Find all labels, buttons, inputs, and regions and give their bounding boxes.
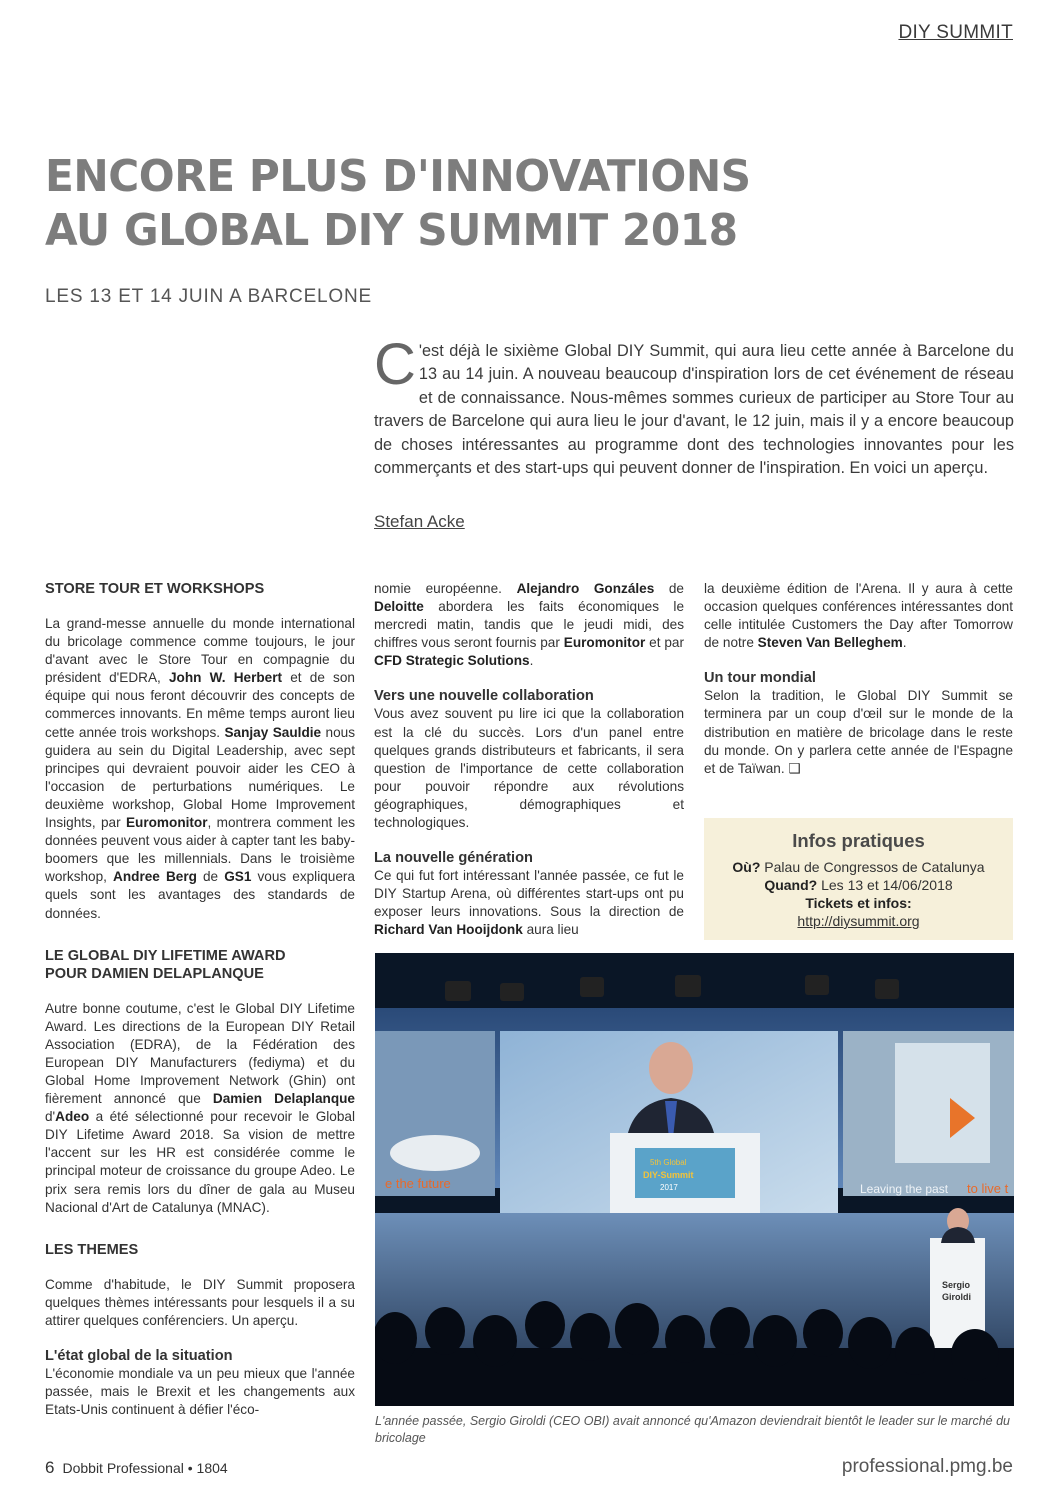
heading-themes: LES THEMES: [45, 1241, 139, 1258]
paragraph-store-tour: La grand-messe annuelle du monde international du bricolage commence comme toujours, le jour d'avant avec le Store Tour en compagnie du président d'EDRA, John W. Herbert et de son équipe qui nous feront découvrir des concepts de commerces innovants. En même temps auront lieu cette année trois workshops. Sanjay Sauldie nous guidera au sein du Digital Leadership, avec sept principes qui devraient pouvoir aider les CEO à l'occasion de perturbations numériques. Le deuxième workshop, Global Home Improvement Insights, par Euromonitor, montrera comment les données peuvent vous aider à capter tant les baby-boomers que les millennials. Dans le troisième workshop, Andree Berg de GS1 vous expliquera quels sont les avantages des standards de données.: [45, 616, 356, 921]
left-screen: [375, 1031, 495, 1196]
article-title: [45, 150, 751, 258]
conference-photo: [375, 953, 1014, 1406]
infos-tickets: Tickets et infos:: [805, 895, 912, 911]
paragraph-arena: la deuxième édition de l'Arena. Il y aura à cette occasion quelques conférences intéressantes dont celle intitulée Customers the Day after Tomorrow de notre Steven Van Belleghem.: [704, 581, 1013, 651]
lectern-text-1: Sergio: [942, 1280, 971, 1290]
right-screen-text-2: to live t: [967, 1181, 1009, 1196]
title-line-1: ENCORE PLUS D'INNOVATIONS: [45, 151, 751, 202]
podium-text-2: DIY-Summit: [643, 1170, 694, 1180]
heading-store-tour: STORE TOUR ET WORKSHOPS: [45, 581, 265, 597]
infos-where: Où? Palau de Congressos de Catalunya: [732, 859, 985, 875]
heading-world-tour: Un tour mondial: [704, 670, 816, 687]
infos-title: Infos pratiques: [792, 830, 925, 851]
podium-text-3: 2017: [660, 1183, 678, 1192]
column-2: [374, 580, 684, 940]
conference-photo-illustration: [375, 953, 1014, 1406]
heading-new-generation: La nouvelle génération: [374, 850, 533, 867]
lectern-text-2: Giroldi: [942, 1292, 971, 1302]
footer-left: [45, 1458, 228, 1478]
paragraph-themes: Comme d'habitude, le DIY Summit proposera quelques thèmes intéressants pour lesquels il a su attirer quelques conférenciers. Un aperçu.: [45, 1276, 355, 1328]
photo-caption: L'année passée, Sergio Giroldi (CEO OBI) avait annoncé qu'Amazon deviendrait bientôt le leader sur le marché du bricolage: [375, 1414, 1010, 1445]
infos-box: [704, 818, 1013, 940]
dropcap: C: [374, 332, 416, 397]
footer-website[interactable]: professional.pmg.be: [841, 1456, 1013, 1477]
paragraph-global-state: L'économie mondiale va un peu mieux que l'année passée, mais le Brexit et les changements aux Etats-Unis continuent à défier l'éco-: [45, 1366, 355, 1418]
page-number: 6: [45, 1458, 55, 1477]
infos-link[interactable]: http://diysummit.org: [797, 913, 920, 929]
column-1: [45, 580, 355, 1419]
intro-text: 'est déjà le sixième Global DIY Summit, qui aura lieu cette année à Barcelone du 13 au 14 juin. A nouveau beaucoup d'inspiration lors de cet événement de réseau et de connaissance. Nous-mêmes sommes curieux de participer au Store Tour au travers de Barcelone qui aura lieu le jour d'avant, le 12 juin, mais il y a encore beaucoup de choses intéressantes au programme dont des technologies innovantes pour les commerçants et des start-ups qui peuvent donner de l'inspiration. En voici un aperçu.: [374, 342, 1014, 478]
publication-name: Dobbit Professional • 1804: [62, 1460, 228, 1476]
podium-text-1: 5th Global: [650, 1158, 687, 1167]
infos-when: Quand? Les 13 et 14/06/2018: [764, 877, 953, 893]
paragraph-collaboration: Vous avez souvent pu lire ici que la collaboration est la clé du succès. Lors d'un panel entre quelques grands distributeurs et fabricants, il sera question de l'importance de cette collaboration pour pouvoir répondre aux révolutions géographiques, démographiques et technologiques.: [374, 706, 684, 831]
right-screen-text-1: Leaving the past: [860, 1182, 949, 1196]
author-byline: Stefan Acke: [374, 512, 465, 531]
heading-collaboration: Vers une nouvelle collaboration: [374, 688, 594, 705]
left-screen-text: e the future: [385, 1176, 451, 1191]
paragraph-world-tour: Selon la tradition, le Global DIY Summit se terminera par un coup d'œil sur le monde de la distribution en matière de bricolage dans le reste du monde. On y parlera cette année de l'Espagne et de Taïwan. ❑: [704, 688, 1013, 776]
article-subtitle: LES 13 ET 14 JUIN A BARCELONE: [45, 286, 372, 307]
intro-paragraph: [374, 332, 1014, 480]
heading-global-state: L'état global de la situation: [45, 1348, 233, 1364]
paragraph-economy: nomie européenne. Alejandro Gonzáles de Deloitte abordera les faits économiques le mercredi matin, tandis que le jeudi midi, des chiffres vous seront fournis par Euromonitor et par CFD Strategic Solutions.: [374, 581, 684, 669]
heading-lifetime-award: LE GLOBAL DIY LIFETIME AWARD POUR DAMIEN DELAPLANQUE: [45, 947, 286, 982]
paragraph-new-generation: Ce qui fut fort intéressant l'année passée, ce fut le DIY Startup Arena, où différentes start-ups ont pu exposer leurs innovations. Sous la direction de Richard Van Hooijdonk aura lieu: [374, 868, 684, 938]
section-tag: DIY SUMMIT: [898, 22, 1013, 43]
title-line-2: AU GLOBAL DIY SUMMIT 2018: [45, 205, 738, 256]
column-3: [704, 580, 1013, 778]
paragraph-lifetime-award: Autre bonne coutume, c'est le Global DIY Lifetime Award. Les directions de la European DIY Retail Association (EDRA), de la Fédération des European DIY Manufacturers (fediyma) et du Global Home Improvement Network (Ghin) ont fièrement annoncé que Damien Delaplanque d'Adeo a été sélectionné pour recevoir le Global DIY Lifetime Award 2018. Sa vision de mettre l'accent sur les HR est considérée comme le principal moteur de croissance du groupe Adeo. Le prix sera remis lors du dîner de gala au Museu Nacional d'Art de Catalunya (MNAC).: [45, 1000, 355, 1215]
